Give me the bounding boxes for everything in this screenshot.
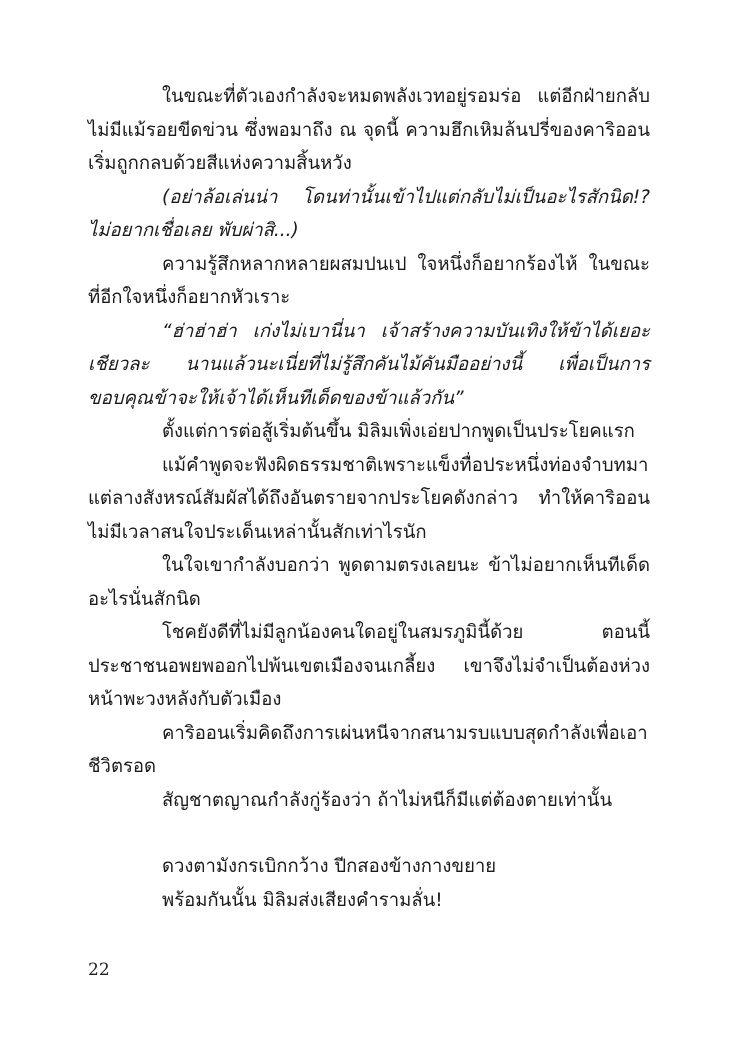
- section-gap: [88, 817, 650, 850]
- paragraph-7: ในใจเขากำลังบอกว่า พูดตามตรงเลยนะ ข้าไม่อยากเห็นทีเด็ดอะไรนั่นสักนิด: [88, 555, 650, 610]
- paragraph-6: แม้คำพูดจะฟังผิดธรรมชาติเพราะแข็งทื่อประหนึ่งท่องจำบทมา แต่ลางสังหรณ์สัมผัสได้ถึงอันตรายจากประโยคดังกล่าว ทำให้คาริออนไม่มีเวลาสนใจประเด็นเหล่านั้นสักเท่าไรนัก: [88, 454, 650, 543]
- paragraph-5: ตั้งแต่การต่อสู้เริ่มต้นขึ้น มิลิมเพิ่งเอ่ยปากพูดเป็นประโยคแรก: [162, 421, 635, 442]
- paragraph-1: ในขณะที่ตัวเองกำลังจะหมดพลังเวทอยู่รอมร่อ แต่อีกฝ่ายกลับไม่มีแม้รอยขีดข่วน ซึ่งพอมาถึง ณ จุดนี้ ความฮึกเหิมล้นปรี่ของคาริออนเริ่มถูกกลบด้วยสีแห่งความสิ้นหวัง: [88, 86, 650, 174]
- paragraph-3: ความรู้สึกหลากหลายผสมปนเป ใจหนึ่งก็อยากร้องไห้ ในขณะที่อีกใจหนึ่งก็อยากหัวเราะ: [88, 253, 650, 308]
- paragraph-10: สัญชาตญาณกำลังกู่ร้องว่า ถ้าไม่หนีก็มีแต่ต้องตายเท่านั้น: [162, 789, 613, 811]
- book-page-body: [88, 80, 650, 917]
- paragraph-8: โชคยังดีที่ไม่มีลูกน้องคนใดอยู่ในสมรภูมินี้ด้วย ตอนนี้ประชาชนอพยพออกไปพ้นเขตเมืองจนเกลี้ยง เขาจึงไม่จำเป็นต้องห่วงหน้าพะวงหลังกับตัวเมือง: [88, 622, 650, 710]
- paragraph-9: คาริออนเริ่มคิดถึงการเผ่นหนีจากสนามรบแบบสุดกำลังเพื่อเอาชีวิตรอด: [88, 722, 648, 777]
- paragraph-4-dialogue: “ฮ่าฮ่าฮ่า เก่งไม่เบานี่นา เจ้าสร้างความบันเทิงให้ข้าได้เยอะเชียวละ นานแล้วนะเนี่ยที่ไม่รู้สึกคันไม้คันมืออย่างนี้ เพื่อเป็นการขอบคุณข้าจะให้เจ้าได้เห็นทีเด็ดของข้าแล้วกัน”: [88, 320, 650, 409]
- paragraph-12: พร้อมกันนั้น มิลิมส่งเสียงคำรามลั่น!: [162, 889, 443, 911]
- paragraph-11: ดวงตามังกรเบิกกว้าง ปีกสองข้างกางขยาย: [162, 856, 497, 877]
- paragraph-2-thought: (อย่าล้อเล่นน่า โดนท่านั้นเข้าไปแต่กลับไม่เป็นอะไรสักนิด!? ไม่อยากเชื่อเลย พับผ่าสิ...): [88, 186, 650, 241]
- page-number: 22: [88, 960, 110, 980]
